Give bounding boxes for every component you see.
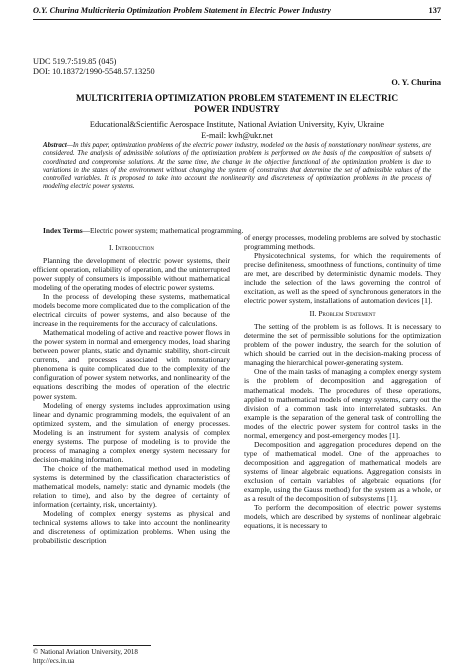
running-head-title: O.Y. Churina Multicriteria Optimization Problem Statement in Electric Power Industry <box>33 6 331 15</box>
index-terms-label: Index Terms <box>43 226 83 235</box>
running-head <box>33 6 441 18</box>
affiliation: Educational&Scientific Aerospace Institute, National Aviation University, Kyiv, Ukraine <box>89 120 385 129</box>
paragraph: Decomposition and aggregation procedures depend on the type of mathematical model. One of the approaches to decomposition and aggregation of mathematical models are systems of linear algebraic equations. Aggregation consists in exclusion of certain variables of algebraic equations (for example, using the Gauss method) for the system as a whole, or as a result of the decomposition of subsystems [1]. <box>244 439 441 503</box>
paragraph: In the process of developing these systems, mathematical models become more complicated due to the complication of the electrical circuits of power systems, and also because of the increase in the requirements for the accuracy of calculations. <box>33 292 230 329</box>
classification-block <box>33 57 155 77</box>
email: E-mail: kwh@ukr.net <box>201 130 273 140</box>
abstract-label: Abstract <box>43 142 67 149</box>
udc-code: UDC 519.7:519.85 (045) <box>33 57 117 66</box>
affiliation-block <box>33 120 441 141</box>
doi: DOI: 10.18372/1990-5548.57.13250 <box>33 67 155 76</box>
paragraph: To perform the decomposition of electric power systems models, which are described by systems of nonlinear algebraic equations, it is necessary to <box>244 502 441 530</box>
paragraph: The choice of the mathematical method used in modeling systems is determined by the classification characteristics of mathematical models, namely: static and dynamic models (the relation to time), and also by the degree of certainty of information (certainty, risk, uncertainty). <box>33 463 230 509</box>
footer-rule <box>33 645 151 646</box>
paper-title <box>40 94 434 116</box>
paragraph: Modeling of energy systems includes approximation using linear and dynamic programming models, the equivalent of an optimized system, and the simulation of energy processes. Modeling is an instrument for system analysis of complex energy systems. The purpose of modeling is to provide the process of managing a complex energy system necessary for decision-making information. <box>33 400 230 464</box>
paper-title-line-2: POWER INDUSTRY <box>194 105 280 115</box>
author-name: O. Y. Churina <box>391 78 441 87</box>
page-number: 137 <box>428 6 441 15</box>
journal-url[interactable]: http://ecs.in.ua <box>33 657 75 665</box>
right-column <box>244 233 441 530</box>
section-heading-introduction: I. Introduction <box>109 243 154 252</box>
paragraph: One of the main tasks of managing a complex energy system is the problem of decomposition and aggregation of mathematical models. The procedures of these operations, applied to mathematical models of energy systems, carry out the division of a common task into interrelated subtasks. An example is the separation of the general task of controlling the modes of the electric power system for control tasks in the normal, emergency and post-emergency modes [1]. <box>244 367 441 440</box>
paragraph: The setting of the problem is as follows. It is necessary to determine the set of permissible solutions for the optimization problem of the power industry, the search for the solution of which should be carried out in the decision-making process of managing the hierarchical power-generating system. <box>244 322 441 368</box>
abstract <box>43 142 431 192</box>
footer <box>33 648 138 666</box>
copyright: © National Aviation University, 2018 <box>33 648 138 656</box>
section-heading-problem-statement: II. Problem Statement <box>309 309 376 319</box>
paper-title-line-1: MULTICRITERIA OPTIMIZATION PROBLEM STATEMENT IN ELECTRIC <box>75 94 399 104</box>
paragraph: Mathematical modeling of active and reactive power flows in the power system in normal and emergency modes, load sharing between power plants, static and dynamic stability, short-circuit currents, and processes associated with nonstationary phenomena is quite complicated due to the complexity of the configuration of power system networks, and nonlinearity of the equations describing the modes of operation of the electric power system. <box>33 328 230 401</box>
paragraph: Physicotechnical systems, for which the requirements of precise definiteness, smoothness of functions, continuity of time are met, are described by deterministic dynamic models. They include the selection of the laws governing the control of excitation, as well as the speed of synchronous generators in the electric power system, installations of automation devices [1]. <box>244 251 441 306</box>
index-terms-text: —Electric power system; mathematical programming. <box>82 226 244 235</box>
paragraph: Planning the development of electric power systems, their efficient operation, reliability of operation, and the uninterrupted power supply of consumers is impossible without mathematical modeling of the operating modes of electric power systems. <box>33 256 230 293</box>
left-column <box>33 243 230 545</box>
abstract-text: —In this paper, optimization problems of the electric power industry, modeled on the basis of nonstationary nonlinear systems, are considered. The analysis of admissible solutions of the optimization problem is performed on the basis of the composition of subsets of coordinated and compromise solutions. At the same time, the change in the objective functional of the optimization problem is due to variations in the states of the environment without changing the system of constraints that determine the set of admissible values of the controlled variables. It is proposed to take into account the nonlinearity and discreteness of optimization problems in the process of modeling electric power systems. <box>43 142 431 191</box>
paragraph: Modeling of complex energy systems as physical and technical systems allows to take into account the nonlinearity and discreteness of optimization problems. When using the probabilistic description <box>33 508 230 545</box>
header-rule <box>33 19 441 20</box>
paragraph: of energy processes, modeling problems are solved by stochastic programming methods. <box>244 233 441 252</box>
